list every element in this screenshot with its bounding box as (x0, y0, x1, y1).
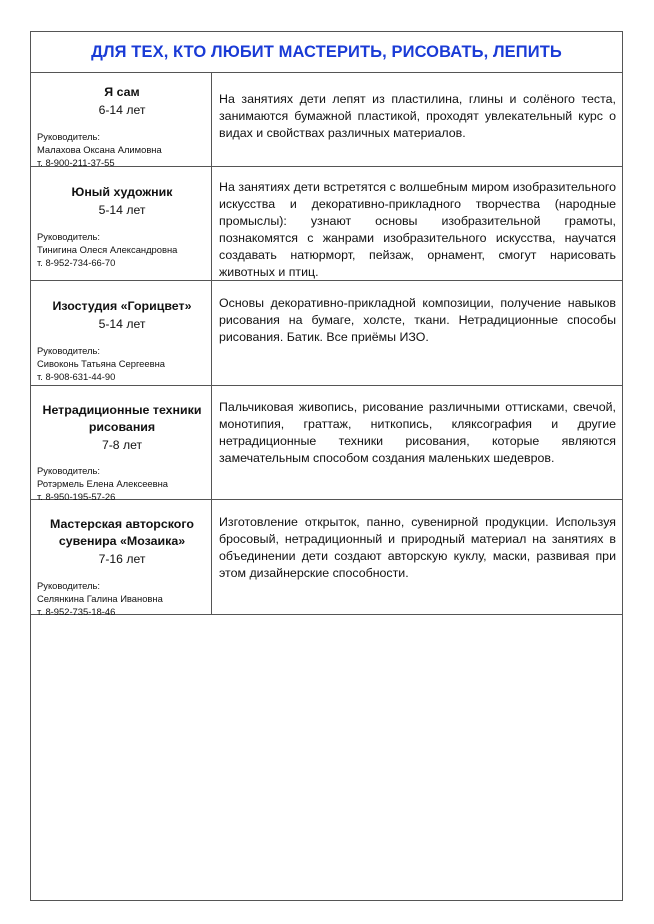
leader-block (37, 579, 207, 618)
course-age: 7-16 лет (98, 552, 146, 566)
course-age: 5-14 лет (98, 203, 146, 217)
course-info-cell (31, 281, 212, 385)
course-info-cell (31, 500, 212, 617)
course-name: Юный художник (71, 185, 173, 199)
course-info-cell (31, 386, 212, 502)
course-description: Основы декоративно-прикладной композиции, получение навыков рисования на бумаге, холсте, ткани. Нетрадиционные способы рисования. Батик. Все приёмы ИЗО. (219, 296, 616, 344)
course-description: На занятиях дети лепят из пластилина, глины и солёного теста, занимаются бумажной пластикой, проходят увлекательный курс о видах и свойствах различных материалов. (219, 92, 616, 140)
program-table (30, 31, 623, 901)
course-age: 5-14 лет (98, 317, 146, 331)
leader-name: Тинигина Олеся Александровна (37, 244, 178, 255)
table-row-yuny-hudozhnik (31, 167, 622, 281)
leader-name: Сивоконь Татьяна Сергеевна (37, 358, 165, 369)
course-age: 6-14 лет (98, 103, 146, 117)
course-description: На занятиях дети встретятся с волшебным миром изобразительного искусства и декоративно-прикладного творчества (народные промыслы): узнают основы изобразительной грамоты, познакомятся с жанрами изобразительного искусства, научатся создавать натюрморт, пейзаж, орнамент, смогут нарисовать животных и птиц. (219, 180, 616, 279)
leader-phone: т. 8-908-631-44-90 (37, 371, 116, 382)
title-row (31, 32, 622, 73)
table-row-ya-sam (31, 73, 622, 167)
course-name: Изостудия «Горицвет» (52, 299, 192, 313)
leader-name: Малахова Оксана Алимовна (37, 144, 162, 155)
leader-label: Руководитель: (37, 580, 101, 591)
leader-label: Руководитель: (37, 231, 101, 242)
leader-label: Руководитель: (37, 131, 101, 142)
course-description: Изготовление открыток, панно, сувенирной продукции. Используя бросовый, нетрадиционный и природный материал на занятиях в объединении дети создают авторскую куклу, маски, развивая при этом дизайнерские способности. (219, 515, 616, 580)
leader-phone: т. 8-952-735-18-46 (37, 606, 116, 617)
leader-block (37, 344, 207, 383)
course-info-cell (31, 167, 212, 280)
table-row-mozaika (31, 500, 622, 615)
leader-label: Руководитель: (37, 465, 101, 476)
leader-block (37, 464, 207, 503)
table-row-gorizvet (31, 281, 622, 386)
leader-block (37, 130, 207, 169)
leader-name: Ротэрмель Елена Алексеевна (37, 478, 169, 489)
course-info-cell (31, 73, 212, 166)
leader-block (37, 230, 207, 269)
course-description: Пальчиковая живопись, рисование различными оттисками, свечой, монотипия, граттаж, ниткопись, кляксография и другие нетрадиционные техники рисования, которые являются замечательным способом создания маленьких шедевров. (219, 400, 616, 465)
page-title: ДЛЯ ТЕХ, КТО ЛЮБИТ МАСТЕРИТЬ, РИСОВАТЬ, ЛЕПИТЬ (91, 42, 562, 61)
leader-label: Руководитель: (37, 345, 101, 356)
course-name: Мастерская авторского сувенира «Мозаика» (50, 517, 194, 548)
course-name: Нетрадиционные техники рисования (42, 403, 202, 434)
course-name: Я сам (104, 85, 140, 99)
course-age: 7-8 лет (101, 438, 143, 452)
leader-phone: т. 8-952-734-66-70 (37, 257, 116, 268)
leader-phone: т. 8-900-211-37-55 (37, 157, 115, 168)
leader-phone: т. 8-950-195-57-26 (37, 491, 116, 502)
leader-name: Селянкина Галина Ивановна (37, 593, 163, 604)
table-row-netraditsionnye (31, 386, 622, 500)
